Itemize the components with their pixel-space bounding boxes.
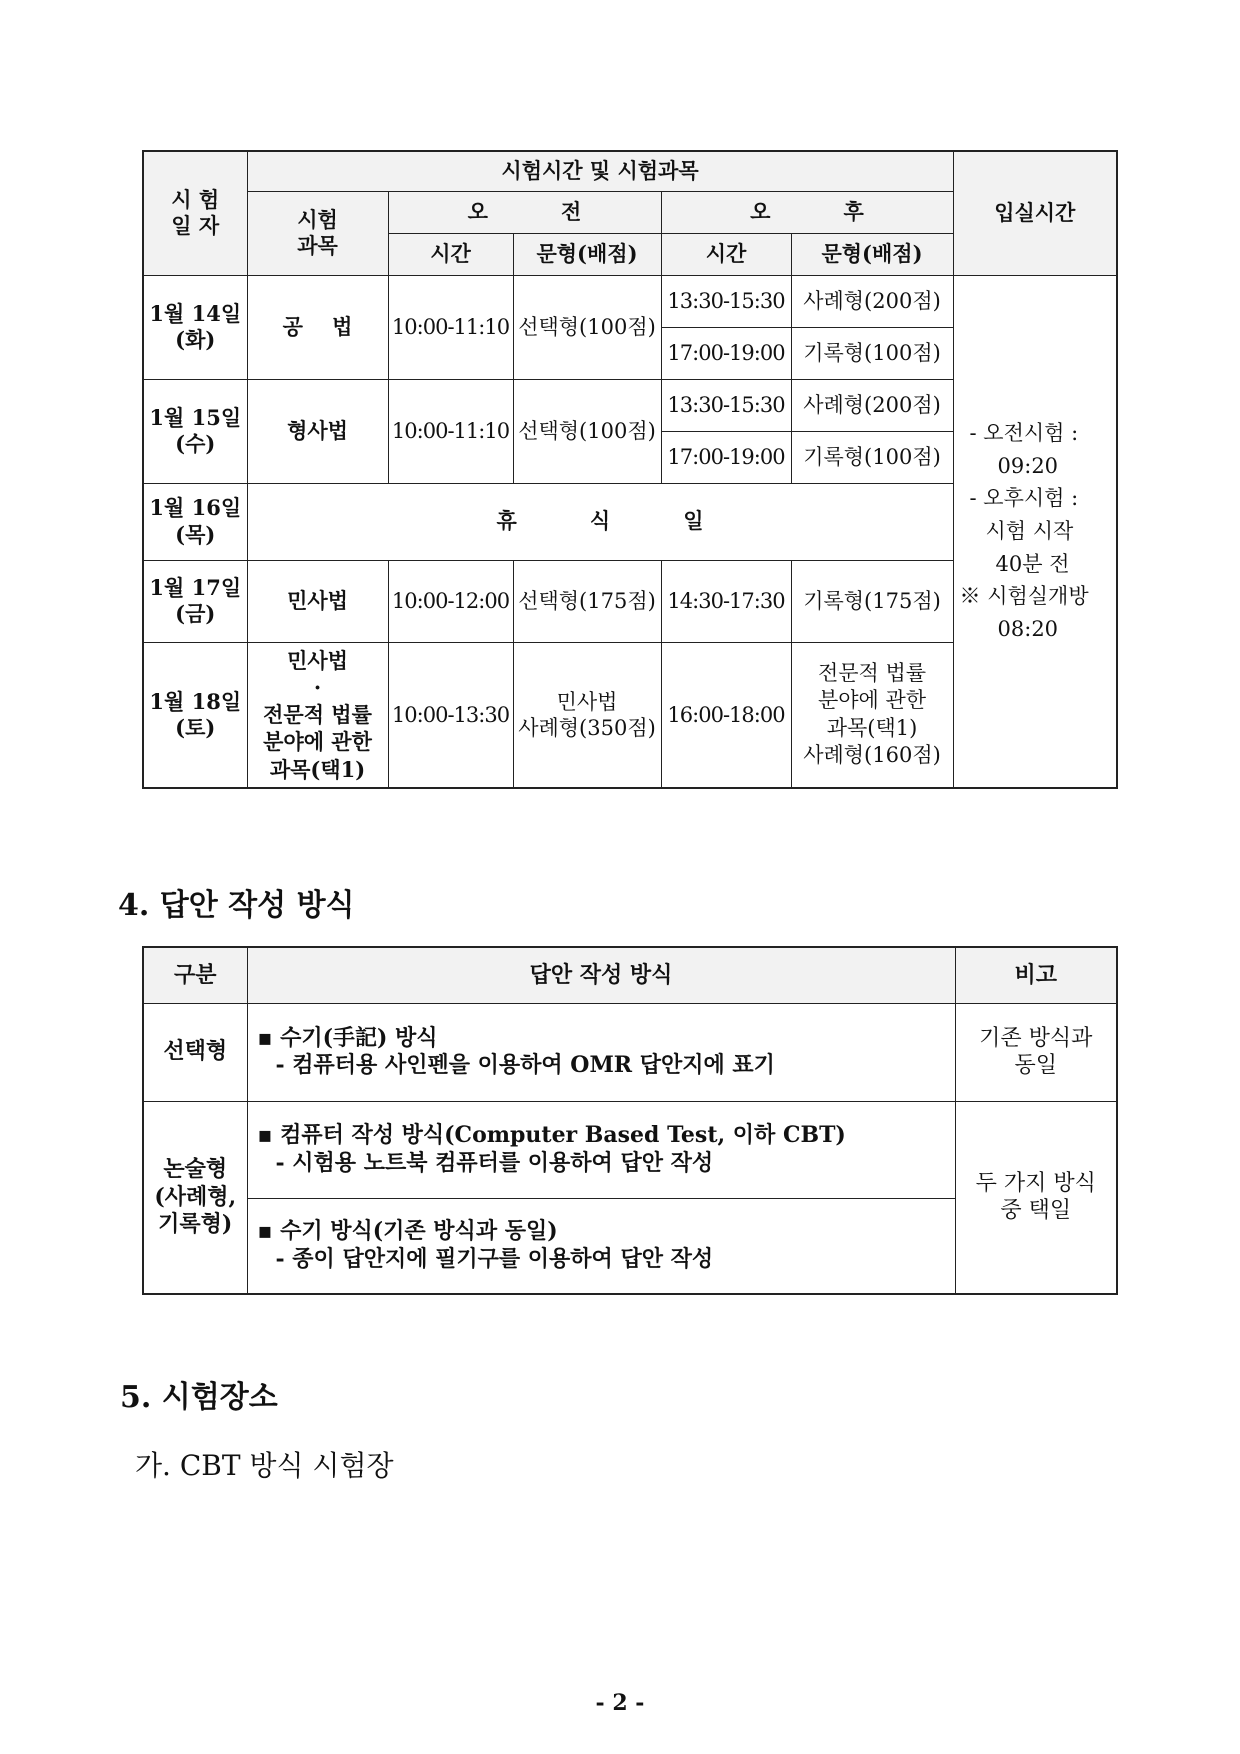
header-am-time: 시간: [388, 233, 513, 275]
entry-line: - 오전시험 :: [969, 421, 1079, 446]
method-cell: [247, 1198, 955, 1294]
category-cell: 논술형 (사례형, 기록형): [143, 1101, 247, 1294]
am-type-cell: 민사법 사례형(350점): [513, 642, 661, 788]
note-cell: 두 가지 방식 중 택일: [955, 1101, 1117, 1294]
header-category: 구분: [143, 947, 247, 1003]
date-cell: 1월 16일 (목): [143, 483, 247, 560]
header-am: 오 전: [388, 191, 661, 233]
pm-time-cell: 17:00-19:00: [661, 431, 791, 483]
page-number: - 2 -: [595, 1690, 645, 1716]
entry-line: - 오후시험 :: [969, 486, 1079, 511]
method-detail: - 종이 답안지에 필기구를 이용하여 답안 작성: [275, 1245, 714, 1272]
pm-type-cell: 기록형(100점): [791, 431, 953, 483]
header-pm-type: 문형(배점): [791, 233, 953, 275]
entry-time-cell: [953, 275, 1117, 788]
subject-cell: 민사법: [247, 560, 388, 642]
am-type-cell: 선택형(100점): [513, 275, 661, 379]
header-time-subjects: 시험시간 및 시험과목: [247, 151, 953, 191]
am-time-cell: 10:00-11:10: [388, 275, 513, 379]
exam-schedule-table: [142, 150, 1118, 789]
pm-type-cell: 전문적 법률 분야에 관한 과목(택1) 사례형(160점): [791, 642, 953, 788]
pm-type-cell: 사례형(200점): [791, 275, 953, 327]
pm-time-cell: 16:00-18:00: [661, 642, 791, 788]
subject-cell: 민사법 · 전문적 법률 분야에 관한 과목(택1): [247, 642, 388, 788]
am-time-cell: 10:00-13:30: [388, 642, 513, 788]
header-subject: 시험 과목: [247, 191, 388, 275]
section-5-subheading: 가. CBT 방식 시험장: [135, 1449, 394, 1482]
method-cell: [247, 1101, 955, 1198]
method-detail: - 컴퓨터용 사인펜을 이용하여 OMR 답안지에 표기: [275, 1052, 775, 1078]
answer-method-table: [142, 946, 1118, 1295]
header-am-type: 문형(배점): [513, 233, 661, 275]
rest-day-cell: 휴 식 일: [247, 483, 953, 560]
pm-type-cell: 기록형(175점): [791, 560, 953, 642]
method-bullet: ▪ 수기(手記) 방식: [257, 1024, 438, 1051]
header-entry-time: 입실시간: [953, 151, 1117, 275]
pm-time-cell: 13:30-15:30: [661, 379, 791, 431]
header-note: 비고: [955, 947, 1117, 1003]
date-cell: 1월 17일 (금): [143, 560, 247, 642]
entry-line: 09:20: [997, 453, 1059, 478]
entry-line: 시험 시작: [985, 518, 1074, 543]
entry-line: 08:20: [997, 616, 1059, 641]
date-cell: 1월 18일 (토): [143, 642, 247, 788]
am-time-cell: 10:00-12:00: [388, 560, 513, 642]
header-method: 답안 작성 방식: [247, 947, 955, 1003]
am-type-cell: 선택형(100점): [513, 379, 661, 483]
subject-cell: 형사법: [247, 379, 388, 483]
am-type-cell: 선택형(175점): [513, 560, 661, 642]
category-cell: 선택형: [143, 1003, 247, 1101]
am-time-cell: 10:00-11:10: [388, 379, 513, 483]
pm-type-cell: 사례형(200점): [791, 379, 953, 431]
method-bullet: ▪ 컴퓨터 작성 방식(Computer Based Test, 이하 CBT): [257, 1122, 846, 1148]
header-pm-time: 시간: [661, 233, 791, 275]
header-pm: 오 후: [661, 191, 953, 233]
entry-line: 40분 전: [995, 551, 1070, 576]
method-cell: [247, 1003, 955, 1101]
method-bullet: ▪ 수기 방식(기존 방식과 동일): [257, 1218, 558, 1245]
pm-time-cell: 14:30-17:30: [661, 560, 791, 642]
method-detail: - 시험용 노트북 컴퓨터를 이용하여 답안 작성: [275, 1149, 714, 1176]
note-cell: 기존 방식과 동일: [955, 1003, 1117, 1101]
pm-time-cell: 13:30-15:30: [661, 275, 791, 327]
entry-line: ※ 시험실개방: [959, 584, 1089, 609]
pm-type-cell: 기록형(100점): [791, 327, 953, 379]
section-5-title: 5. 시험장소: [120, 1380, 278, 1415]
subject-cell: 공 법: [247, 275, 388, 379]
pm-time-cell: 17:00-19:00: [661, 327, 791, 379]
section-4-title: 4. 답안 작성 방식: [118, 888, 355, 923]
date-cell: 1월 15일 (수): [143, 379, 247, 483]
header-exam-date: 시 험 일 자: [143, 151, 247, 275]
date-cell: 1월 14일 (화): [143, 275, 247, 379]
